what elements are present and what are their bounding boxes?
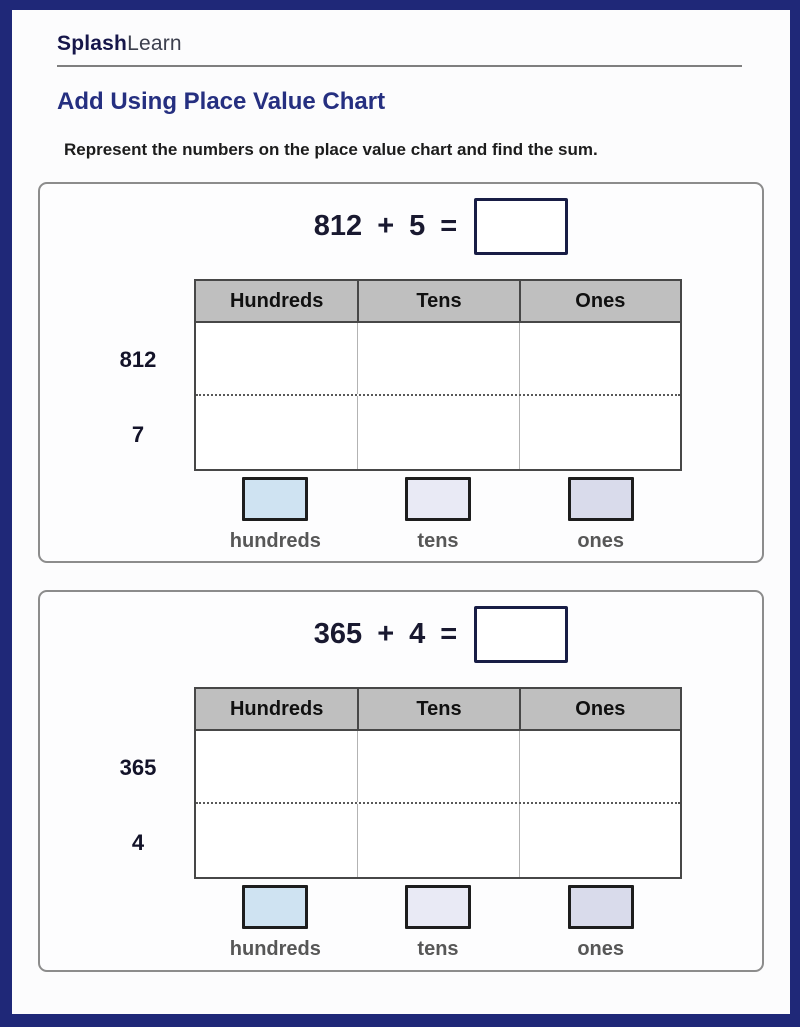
table-cell-ones[interactable] xyxy=(519,323,680,394)
place-value-table xyxy=(194,687,682,879)
table-cell-ones[interactable] xyxy=(519,804,680,877)
legend-item-hundreds xyxy=(194,885,357,961)
problem-card-2 xyxy=(38,590,764,972)
table-cell-tens[interactable] xyxy=(357,323,518,394)
table-body xyxy=(194,323,682,471)
answer-box[interactable] xyxy=(474,198,568,255)
row-label-first-addend: 365 xyxy=(119,754,157,780)
table-cell-hundreds[interactable] xyxy=(196,396,357,469)
column-header-hundreds: Hundreds xyxy=(229,289,324,312)
row-label-first-addend: 812 xyxy=(119,346,157,372)
tens-swatch xyxy=(405,477,471,521)
equals-sign: = xyxy=(440,618,458,650)
logo-learn: Learn xyxy=(127,32,182,55)
color-key-legend xyxy=(194,885,682,961)
table-row xyxy=(196,731,680,804)
problem-card-1 xyxy=(38,182,764,563)
hundreds-swatch xyxy=(242,477,308,521)
legend-label-tens: tens xyxy=(417,938,459,960)
legend-label-ones: ones xyxy=(577,938,624,960)
legend-item-tens xyxy=(357,885,520,961)
table-cell-tens[interactable] xyxy=(357,804,518,877)
legend-item-ones xyxy=(519,477,682,553)
legend-label-ones: ones xyxy=(577,530,624,552)
table-cell-hundreds[interactable] xyxy=(196,323,357,394)
equation-1 xyxy=(80,198,800,255)
table-cell-ones[interactable] xyxy=(519,731,680,802)
legend-item-ones xyxy=(519,885,682,961)
legend-label-hundreds: hundreds xyxy=(229,530,321,552)
instruction-text: Represent the numbers on the place value chart and find the sum. xyxy=(64,140,598,159)
addend-1: 812 xyxy=(313,210,363,242)
legend-label-hundreds: hundreds xyxy=(229,938,321,960)
equals-sign: = xyxy=(440,210,458,242)
place-value-table xyxy=(194,279,682,471)
header-divider xyxy=(57,65,742,67)
splashlearn-logo xyxy=(57,32,182,56)
table-cell-tens[interactable] xyxy=(357,731,518,802)
table-cell-tens[interactable] xyxy=(357,396,518,469)
ones-swatch xyxy=(568,477,634,521)
table-row xyxy=(196,804,680,877)
table-cell-ones[interactable] xyxy=(519,396,680,469)
table-header-row xyxy=(194,687,682,731)
row-label-second-addend: 4 xyxy=(131,829,145,855)
color-key-legend xyxy=(194,477,682,553)
column-header-ones: Ones xyxy=(519,689,680,729)
legend-item-tens xyxy=(357,477,520,553)
table-cell-hundreds[interactable] xyxy=(196,731,357,802)
column-header-ones: Ones xyxy=(519,281,680,321)
table-row xyxy=(196,323,680,396)
ones-swatch xyxy=(568,885,634,929)
plus-sign: + xyxy=(377,210,395,242)
addend-2: 4 xyxy=(409,618,426,650)
worksheet-page xyxy=(12,10,790,1014)
plus-sign: + xyxy=(377,618,395,650)
answer-box[interactable] xyxy=(474,606,568,663)
hundreds-swatch xyxy=(242,885,308,929)
table-body xyxy=(194,731,682,879)
column-header-tens: Tens xyxy=(357,689,518,729)
table-row xyxy=(196,396,680,469)
equation-2 xyxy=(80,606,800,663)
page-title: Add Using Place Value Chart xyxy=(57,88,386,115)
column-header-tens: Tens xyxy=(357,281,518,321)
column-header-hundreds: Hundreds xyxy=(229,697,324,720)
row-label-second-addend: 7 xyxy=(131,421,145,447)
tens-swatch xyxy=(405,885,471,929)
legend-label-tens: tens xyxy=(417,530,459,552)
addend-2: 5 xyxy=(409,210,426,242)
legend-item-hundreds xyxy=(194,477,357,553)
logo-splash: Splash xyxy=(57,32,128,55)
table-cell-hundreds[interactable] xyxy=(196,804,357,877)
addend-1: 365 xyxy=(313,618,363,650)
table-header-row xyxy=(194,279,682,323)
